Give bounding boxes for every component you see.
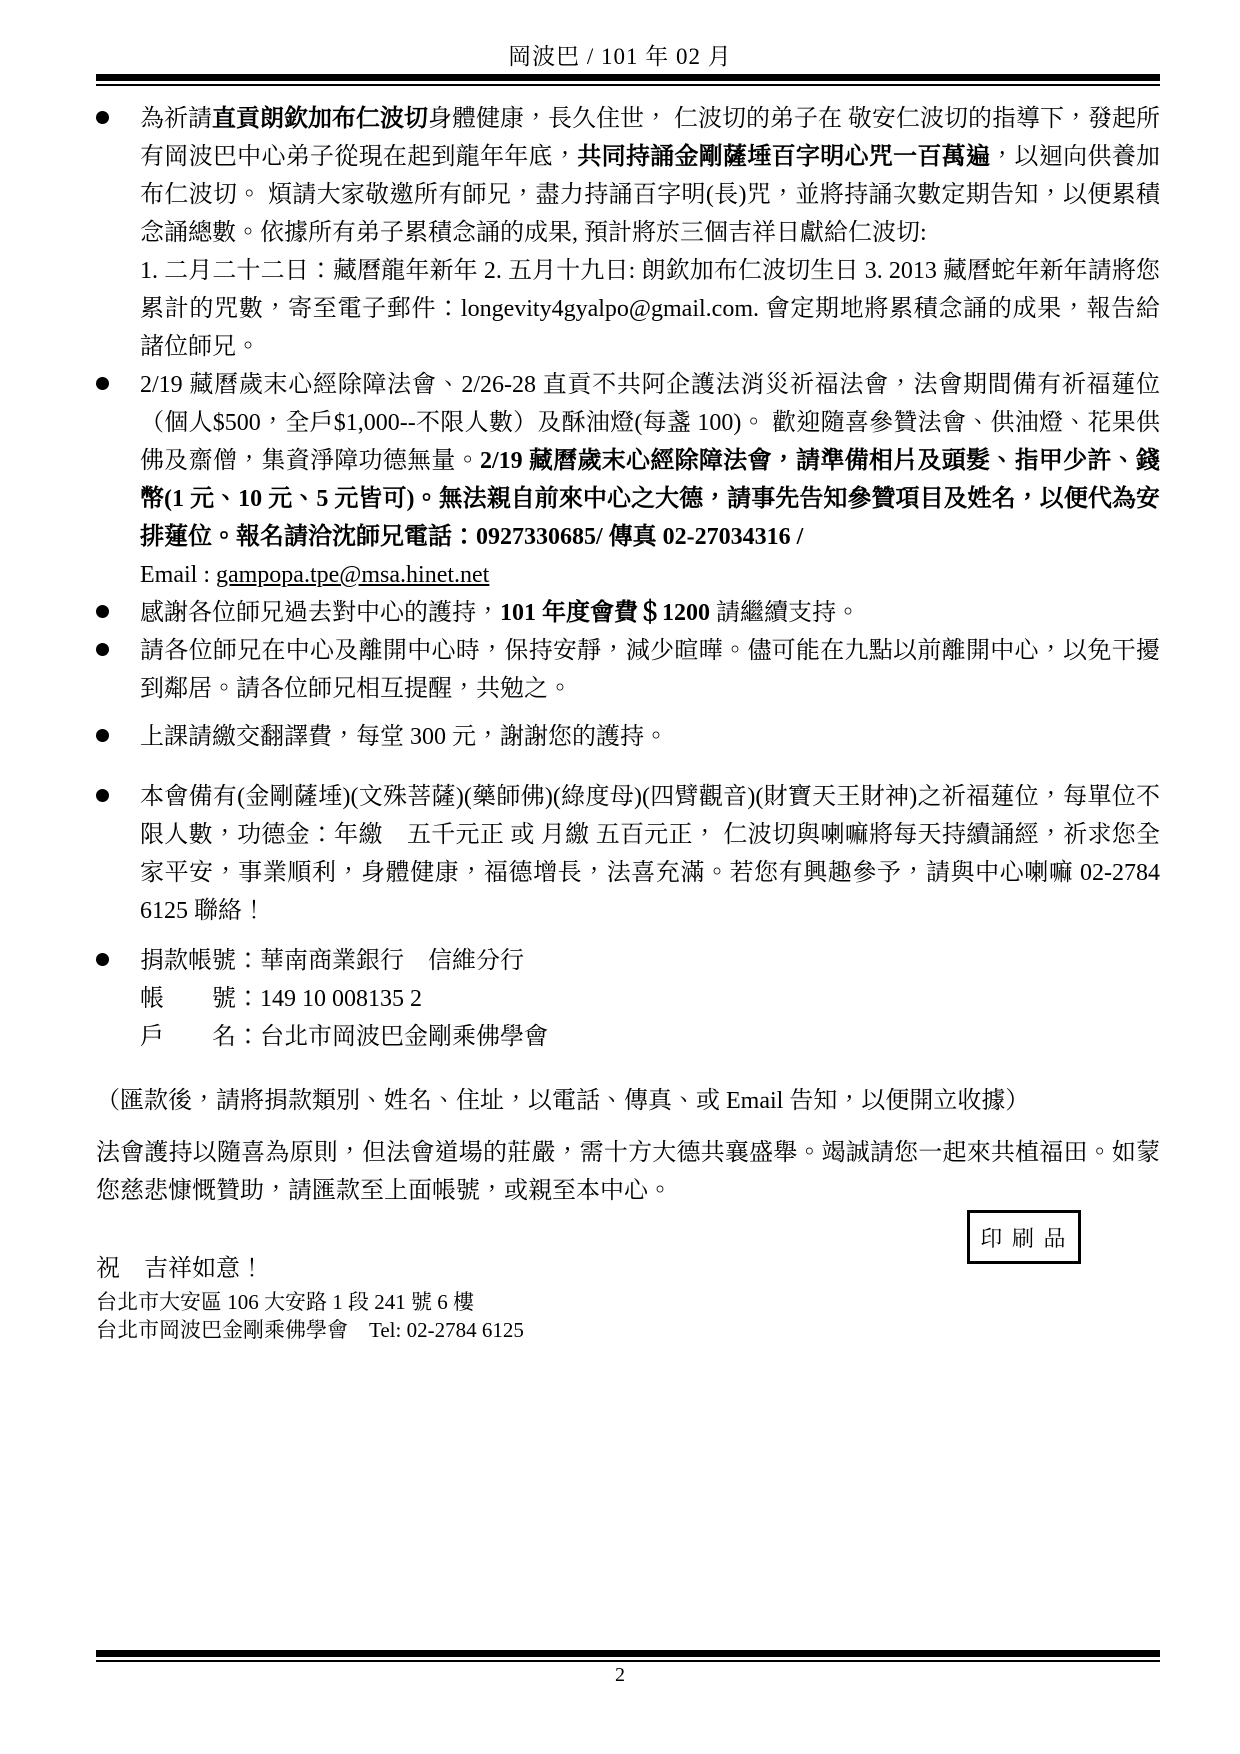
bullet-item-mantra-accumulation (96, 100, 1160, 366)
bullet-item-membership-fee (96, 594, 1160, 632)
bullet-item-puja-registration (96, 366, 1160, 594)
bullet-text: 2/19 藏曆歲末心經除障法會、2/26-28 直貢不共阿企護法消災祈福法會，法會期間備有祈福蓮位（個人$500，全戶$1,000--不限人數）及酥油燈(每盞 100)。 歡迎隨喜參贊法會、供油燈、花果供佛及齋僧，集資淨障功德無量。2/19 藏曆歲末心經除障法會，請準備相片及頭髮、指甲少許、錢幣(1 元、10 元、5 元皆可)。無法親自前來中心之大德，請事先告知參贊項目及姓名，以便代為安排蓮位。報名請洽沈師兄電話：0927330685/ 傳真 02-27034316 / Email : gampopa.tpe@msa.hinet.net (140, 372, 1160, 588)
address-line: 台北市大安區 106 大安路 1 段 241 號 6 樓 (96, 1290, 474, 1314)
bullet-item-donation-account (96, 942, 1160, 1056)
bullet-icon (96, 377, 109, 390)
bullet-icon (96, 789, 109, 802)
bullet-text: 感謝各位師兄過去對中心的護持，101 年度會費＄1200 請繼續支持。 (140, 600, 860, 626)
page-header-title: 岡波巴 / 101 年 02 月 (508, 44, 732, 69)
bullet-item-keep-quiet (96, 632, 1160, 708)
bullet-text: 為祈請直貢朗欽加布仁波切身體健康，長久住世， 仁波切的弟子在 敬安仁波切的指導下，發起所有岡波巴中心弟子從現在起到龍年年底，共同持誦金剛薩埵百字明心咒一百萬遍，以迴向供養加布仁波切。 煩請大家敬邀所有師兄，盡力持誦百字明(長)咒，並將持誦次數定期告知，以便累積念誦總數。依據所有弟子累積念誦的成果, 預計將於三個吉祥日獻給仁波切: 1. 二月二十二日：藏曆龍年新年 2. 五月十九日: 朗欽加布仁波切生日 3. 2013 藏曆蛇年新年請將您累計的咒數，寄至電子郵件：longevity4gyalpo@gmail.com. 會定期地將累積念誦的成果，報告給諸位師兄。 (140, 106, 1161, 360)
bullet-icon (96, 111, 109, 124)
bullet-icon (96, 953, 109, 966)
bullet-text: 請各位師兄在中心及離開中心時，保持安靜，減少暄曄。儘可能在九點以前離開中心，以免干擾到鄰居。請各位師兄相互提醒，共勉之。 (140, 638, 1160, 702)
bullet-item-blessing-lotus-seat (96, 778, 1160, 930)
footer-divider (96, 1650, 1160, 1662)
bullet-icon (96, 643, 109, 656)
header-divider (96, 74, 1160, 86)
bullet-text: 本會備有(金剛薩埵)(文殊菩薩)(藥師佛)(綠度母)(四臂觀音)(財寶天王財神)之祈福蓮位，每單位不限人數，功德金：年繳 五千元正 或 月繳 五百元正， 仁波切與喇嘛將每天持續誦經，祈求您全家平安，事業順利，身體健康，福德增長，法喜充滿。若您有興趣參予，請與中心喇嘛 02-2784 6125 聯絡！ (140, 784, 1160, 924)
closing-wish: 祝 吉祥如意！ (96, 1256, 264, 1282)
page-number: 2 (615, 1664, 625, 1686)
address-line: 台北市岡波巴金剛乘佛學會 Tel: 02-2784 6125 (96, 1318, 524, 1342)
printed-matter-stamp (967, 1210, 1081, 1264)
remittance-note: （匯款後，請將捐款類別、姓名、住址，以電話、傳真、或 Email 告知，以便開立收據） (96, 1088, 1030, 1114)
bullet-text: 捐款帳號：華南商業銀行 信維分行 帳 號：149 10 008135 2 戶 名：台北市岡波巴金剛乘佛學會 (140, 948, 548, 1050)
bullet-icon (96, 605, 109, 618)
bullet-item-translation-fee (96, 718, 1160, 756)
dharma-support-note: 法會護持以隨喜為原則，但法會道場的莊嚴，需十方大德共襄盛舉。竭誠請您一起來共植福田。如蒙您慈悲慷慨贊助，請匯款至上面帳號，或親至本中心。 (96, 1140, 1160, 1204)
document-body (96, 100, 1160, 1344)
bullet-text: 上課請繳交翻譯費，每堂 300 元，謝謝您的護持。 (140, 724, 668, 750)
bullet-icon (96, 729, 109, 742)
printed-matter-label: 印 刷 品 (980, 1225, 1068, 1251)
